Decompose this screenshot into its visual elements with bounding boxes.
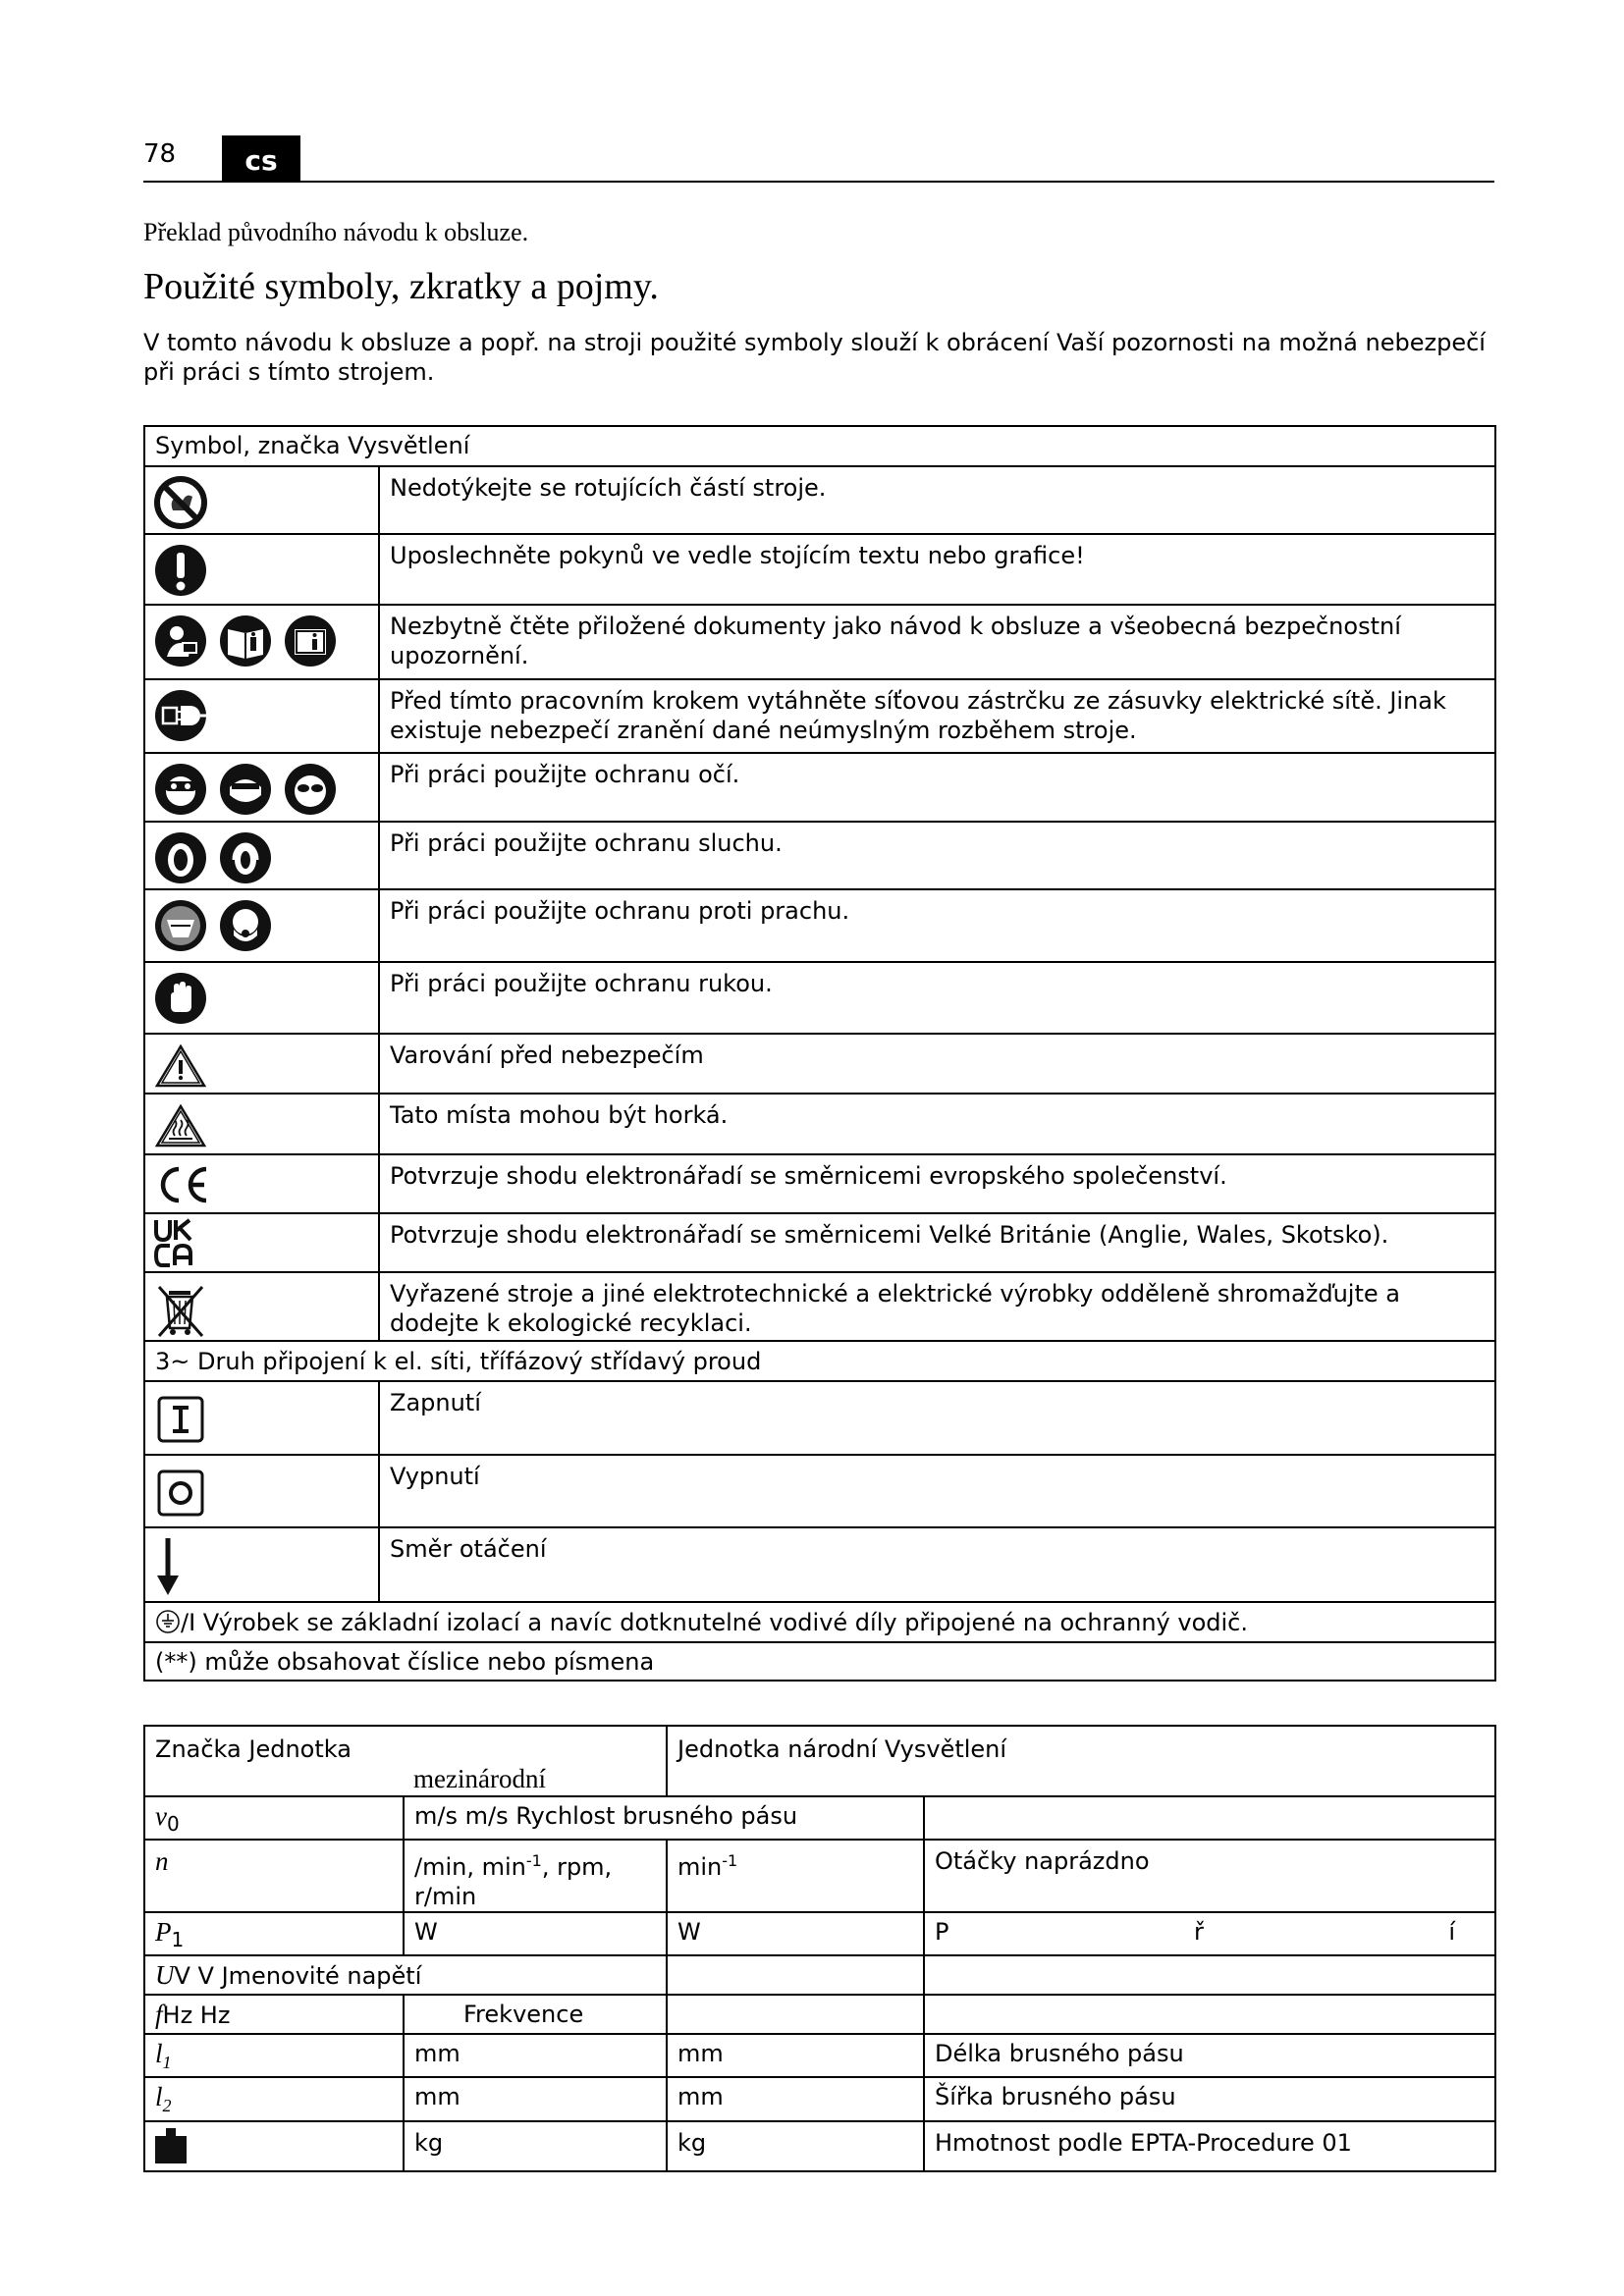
u-row: UV V Jmenovité napětí: [155, 1959, 422, 1990]
symbol-description: Směr otáčení: [390, 1535, 547, 1563]
ear-muffs-icon: [218, 830, 273, 885]
symbol-cell: [144, 1527, 379, 1602]
symbol-description: Před tímto pracovním krokem vytáhněte síťovou zástrčku ze zásuvky elektrické sítě. Jinak existuje nebezpečí zranění dané neúmyslným rozběhem stroje.: [390, 687, 1446, 744]
unit-symbol: v: [155, 1801, 167, 1831]
table-row: [144, 1796, 1495, 1840]
page-header: [143, 118, 1494, 183]
weight-icon: [153, 2126, 189, 2165]
table-row: [144, 679, 1495, 753]
table-row: [144, 1840, 1495, 1912]
weee-bin-icon: [153, 1281, 208, 1340]
face-shield-icon: [218, 762, 273, 817]
ear-protection-icon: [153, 830, 208, 885]
f-row-description: Frekvence: [463, 2000, 584, 2028]
unit-symbol: l: [155, 2038, 163, 2068]
symbol-description: Potvrzuje shodu elektronářadí se směrnicemi evropského společenství.: [390, 1162, 1227, 1190]
rotation-direction-arrow-icon: [153, 1536, 183, 1597]
read-manual-icon: [153, 614, 208, 668]
unit-description: Délka brusného pásu: [935, 2039, 1184, 2067]
table-row: [144, 962, 1495, 1034]
read-manual-book-icon: [218, 614, 273, 668]
f-row-symbol: fHz Hz: [155, 1999, 231, 2029]
table-row: [144, 1995, 1495, 2034]
unit-description: Otáčky naprázdno: [935, 1846, 1150, 1875]
symbol-description: Vyřazené stroje a jiné elektrotechnické a elektrické výrobky odděleně shromažďujte a dodejte k ekologické recyklaci.: [390, 1280, 1400, 1337]
table-row: [144, 534, 1495, 605]
section-title: Použité symboly, zkratky a pojmy.: [143, 266, 659, 307]
class1-text: /I Výrobek se základní izolací a navíc dotknutelné vodivé díly připojené na ochranný vodič.: [181, 1609, 1248, 1636]
symbols-table: [143, 425, 1496, 1682]
page-number: 78: [143, 139, 177, 169]
do-not-touch-rotating-parts-icon: [153, 475, 208, 530]
table-row: [144, 889, 1495, 962]
unplug-mains-icon: [153, 688, 208, 743]
symbol-cell: [144, 679, 379, 753]
unit-symbol-subscript: 0: [166, 1811, 180, 1836]
table-row: [144, 2077, 1495, 2121]
table-row: [144, 1642, 1495, 1681]
symbol-description: Zapnutí: [390, 1389, 481, 1416]
unit-description: Šířka brusného pásu: [935, 2083, 1176, 2111]
unit-symbol-subscript: 1: [162, 2052, 172, 2072]
table-header-row: [144, 426, 1495, 466]
symbol-description: Při práci použijte ochranu rukou.: [390, 970, 773, 997]
ukca-mark-icon: [153, 1218, 196, 1267]
exclamation-mandatory-icon: [153, 543, 208, 598]
read-documentation-icon: [283, 614, 338, 668]
intl-unit: mm: [414, 2083, 460, 2111]
table-row: [144, 1034, 1495, 1094]
national-unit: mm: [677, 2083, 724, 2111]
gloves-icon: [153, 971, 208, 1026]
symbol-cell: [144, 1154, 379, 1213]
symbol-cell: [144, 1381, 379, 1455]
table-row: [144, 822, 1495, 889]
symbol-description: Vypnutí: [390, 1463, 480, 1490]
off-switch-icon: [153, 1464, 208, 1519]
national-unit: kg: [677, 2129, 707, 2158]
table-row: [144, 1602, 1495, 1642]
symbol-cell: [144, 1272, 379, 1341]
intl-unit: kg: [414, 2129, 444, 2158]
table-row: [144, 1912, 1495, 1955]
national-unit: mm: [677, 2039, 724, 2067]
eye-protection-icon: [283, 762, 338, 817]
unit-symbol-subscript: 1: [171, 1927, 185, 1951]
intl-unit: mm: [414, 2039, 460, 2067]
table-row: [144, 2121, 1495, 2171]
table-row: [144, 1527, 1495, 1602]
table-row: [144, 2034, 1495, 2078]
units-header-col3: Jednotka národní Vysvětlení: [677, 1735, 1007, 1763]
unit-description: P ř í: [935, 1917, 1455, 1946]
intl-unit: /min, $\min^{-1}$, rpm, r/min: [414, 1850, 613, 1910]
table-row: [144, 605, 1495, 679]
symbol-description: Tato místa mohou být horká.: [390, 1101, 729, 1129]
symbol-cell: [144, 753, 379, 822]
intro-paragraph: V tomto návodu k obsluze a popř. na stroji použité symboly slouží k obrácení Vaší pozornosti na možná nebezpečí při práci s tímto strojem.: [143, 329, 1486, 386]
hot-surface-icon: [153, 1102, 208, 1149]
symbol-cell: [144, 889, 379, 962]
warning-triangle-icon: [153, 1042, 208, 1090]
unit-symbol: n: [155, 1845, 169, 1876]
table-row: [144, 1455, 1495, 1527]
table-row: [144, 1272, 1495, 1341]
national-unit: $\min^{-1}$: [677, 1850, 738, 1881]
symbol-cell: [144, 1094, 379, 1154]
units-header-col2: mezinárodní: [413, 1764, 546, 1793]
symbol-cell: [144, 534, 379, 605]
units-header-col1: Značka Jednotka: [155, 1735, 352, 1763]
symbol-description: Uposlechněte pokynů ve vedle stojícím textu nebo grafice!: [390, 542, 1085, 569]
language-badge: cs: [222, 135, 300, 181]
symbol-description: Nedotýkejte se rotujících částí stroje.: [390, 474, 827, 502]
national-unit: W: [677, 1917, 701, 1946]
table-row: [144, 1341, 1495, 1381]
symbols-header: Symbol, značka Vysvětlení: [155, 432, 470, 459]
table-row: [144, 753, 1495, 822]
on-switch-icon: [153, 1390, 208, 1445]
symbol-description: Při práci použijte ochranu očí.: [390, 761, 740, 788]
document-subtitle: Překlad původního návodu k obsluze.: [143, 218, 529, 246]
ce-mark-icon: [153, 1163, 212, 1206]
unit-symbol: P: [155, 1916, 172, 1947]
three-phase-description: 3~ Druh připojení k el. síti, třífázový střídavý proud: [155, 1348, 762, 1375]
intl-unit: W: [414, 1917, 438, 1946]
symbol-description: Při práci použijte ochranu proti prachu.: [390, 897, 850, 925]
symbol-cell: [144, 466, 379, 534]
symbol-cell: [144, 1213, 379, 1272]
protective-earth-icon: [155, 1609, 181, 1634]
table-row: [144, 1955, 1495, 1995]
footnote-text: (**) může obsahovat číslice nebo písmena: [155, 1648, 655, 1676]
symbol-description: Nezbytně čtěte přiložené dokumenty jako návod k obsluze a všeobecná bezpečnostní upozornění.: [390, 613, 1401, 669]
symbol-cell: [144, 1455, 379, 1527]
respirator-icon: [218, 898, 273, 953]
units-table: [143, 1725, 1496, 2172]
table-row: [144, 1094, 1495, 1154]
table-row: [144, 1381, 1495, 1455]
symbol-cell: [144, 822, 379, 889]
symbol-cell: [144, 605, 379, 679]
class1-description: [145, 1603, 1494, 1637]
table-row: [144, 1154, 1495, 1213]
symbol-description: Varování před nebezpečím: [390, 1041, 704, 1069]
symbol-cell: [144, 962, 379, 1034]
symbol-cell: [144, 1034, 379, 1094]
symbol-description: Při práci použijte ochranu sluchu.: [390, 829, 783, 857]
unit-description: Hmotnost podle EPTA-Procedure 01: [935, 2129, 1352, 2158]
unit-symbol-subscript: 2: [162, 2096, 172, 2116]
safety-goggles-icon: [153, 762, 208, 817]
table-header-row: [144, 1726, 1495, 1796]
unit-symbol: l: [155, 2082, 163, 2112]
dust-mask-icon: [153, 898, 208, 953]
table-row: [144, 1213, 1495, 1272]
v0-row-text: m/s m/s Rychlost brusného pásu: [414, 1802, 798, 1830]
symbol-description: Potvrzuje shodu elektronářadí se směrnicemi Velké Británie (Anglie, Wales, Skotsko).: [390, 1221, 1389, 1249]
table-row: [144, 466, 1495, 534]
